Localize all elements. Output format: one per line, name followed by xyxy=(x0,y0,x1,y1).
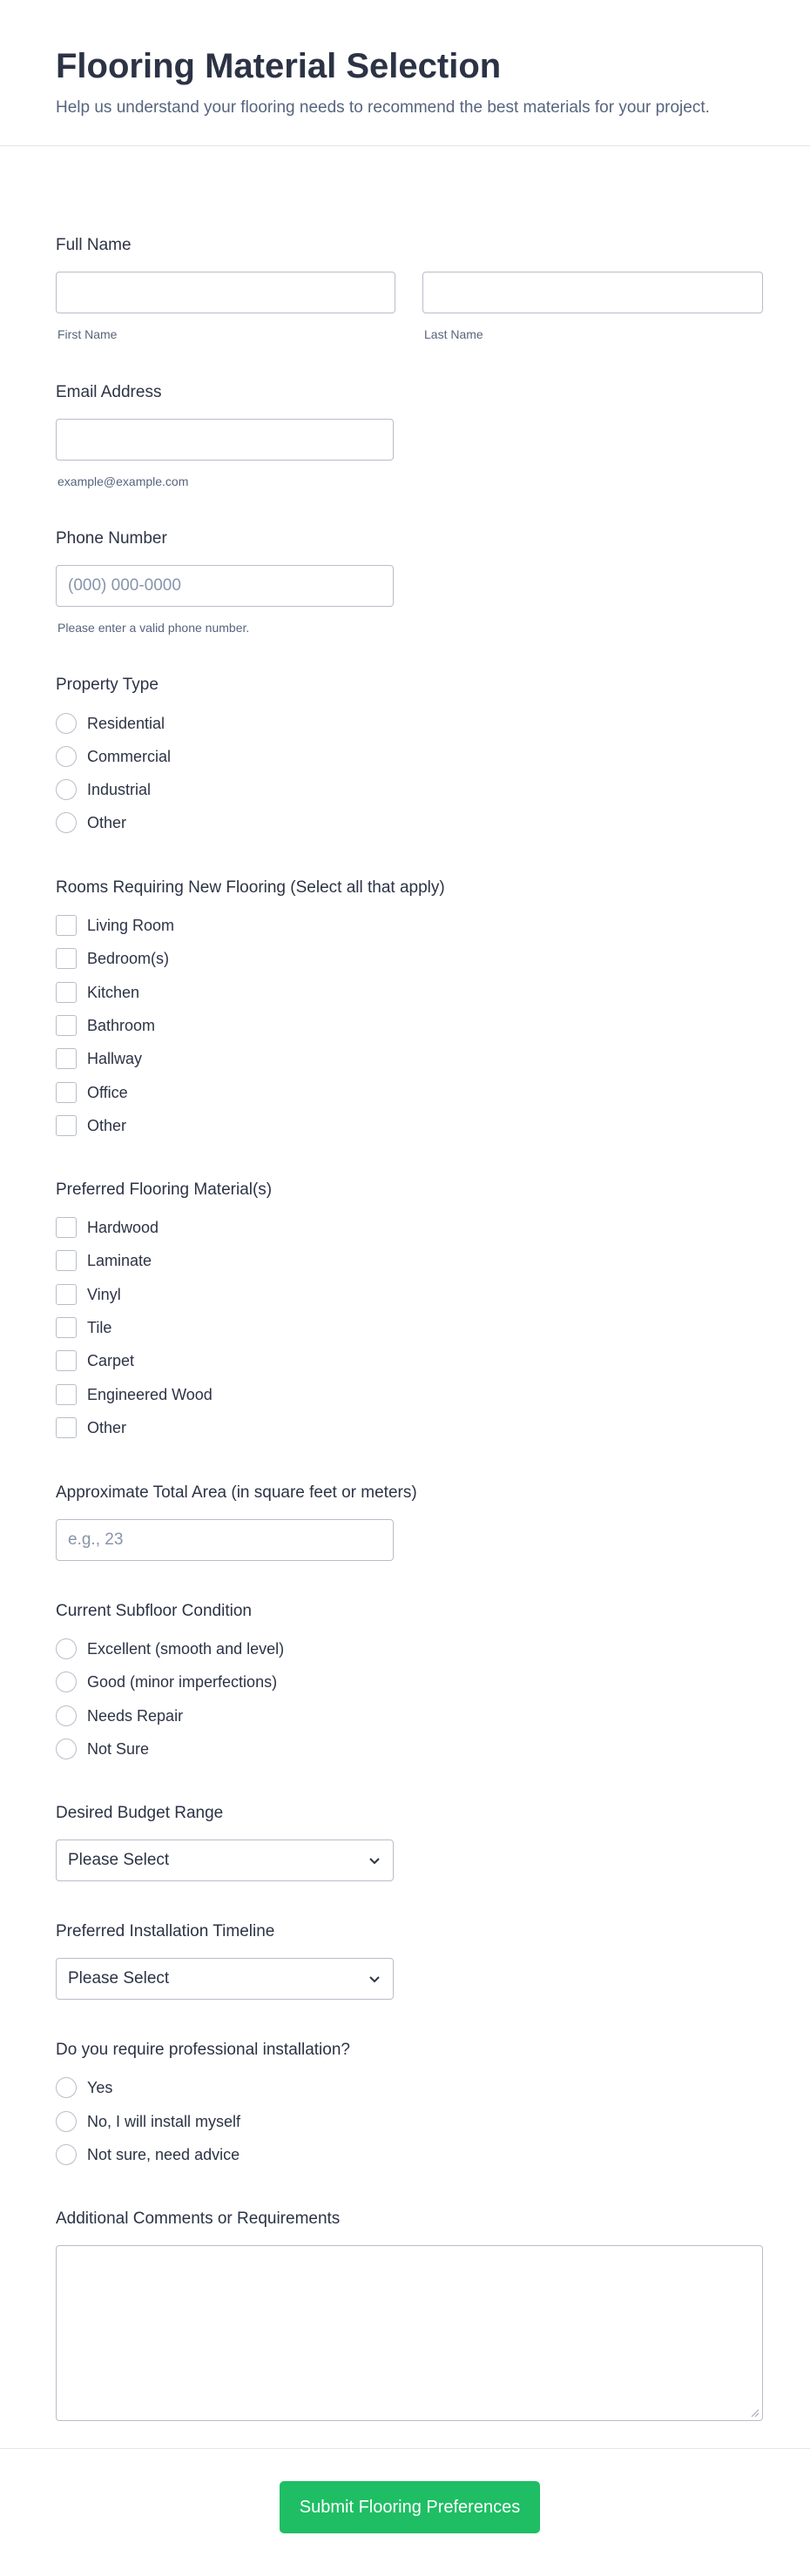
option-label: Yes xyxy=(87,2078,113,2096)
subfloor-label: Current Subfloor Condition xyxy=(56,1602,252,1620)
option-label: Commercial xyxy=(87,747,172,765)
option-label: Laminate xyxy=(87,1251,152,1269)
rooms-label: Rooms Requiring New Flooring (Select all that apply) xyxy=(56,878,445,897)
phone-hint: Please enter a valid phone number. xyxy=(57,621,250,635)
option-label: Not Sure xyxy=(87,1739,150,1758)
last-name-input[interactable] xyxy=(422,272,763,313)
budget-select[interactable] xyxy=(56,1840,394,1881)
installation-option[interactable] xyxy=(56,2110,240,2133)
subfloor-option[interactable] xyxy=(56,1638,284,1660)
last-name-hint: Last Name xyxy=(424,327,483,341)
property-type-option[interactable] xyxy=(56,778,151,801)
option-label: Excellent (smooth and level) xyxy=(87,1639,285,1658)
checkbox[interactable] xyxy=(56,1217,77,1238)
radio-button[interactable] xyxy=(56,2144,77,2165)
timeline-select[interactable] xyxy=(56,1958,394,2000)
property-type-option[interactable] xyxy=(56,745,171,768)
area-input[interactable] xyxy=(56,1519,394,1561)
option-label: Vinyl xyxy=(87,1285,121,1303)
phone-input[interactable] xyxy=(56,565,394,607)
chevron-down-icon xyxy=(367,1853,382,1868)
first-name-input[interactable] xyxy=(56,272,395,313)
option-label: Hallway xyxy=(87,1049,143,1067)
materials-option[interactable] xyxy=(56,1349,134,1372)
radio-button[interactable] xyxy=(56,812,77,833)
checkbox[interactable] xyxy=(56,1115,77,1136)
form-footer xyxy=(0,2448,810,2576)
page-subtitle: Help us understand your flooring needs to recommend the best materials for your project. xyxy=(56,98,710,117)
radio-button[interactable] xyxy=(56,713,77,734)
checkbox[interactable] xyxy=(56,1384,77,1405)
rooms-option[interactable] xyxy=(56,947,169,970)
rooms-option[interactable] xyxy=(56,1081,128,1104)
option-label: Bedroom(s) xyxy=(87,949,170,967)
option-label: Tile xyxy=(87,1318,112,1336)
materials-option[interactable] xyxy=(56,1249,152,1272)
budget-label: Desired Budget Range xyxy=(56,1804,224,1822)
checkbox[interactable] xyxy=(56,1317,77,1338)
option-label: Good (minor imperfections) xyxy=(87,1672,278,1691)
rooms-option[interactable] xyxy=(56,914,174,937)
email-input[interactable] xyxy=(56,419,394,461)
option-label: Residential xyxy=(87,714,165,732)
checkbox[interactable] xyxy=(56,1284,77,1305)
phone-label: Phone Number xyxy=(56,529,167,548)
email-label: Email Address xyxy=(56,383,162,401)
checkbox[interactable] xyxy=(56,1015,77,1036)
subfloor-option[interactable] xyxy=(56,1738,149,1760)
rooms-option[interactable] xyxy=(56,981,139,1004)
checkbox[interactable] xyxy=(56,1417,77,1438)
property-type-option[interactable] xyxy=(56,811,126,834)
checkbox[interactable] xyxy=(56,1082,77,1103)
option-label: Office xyxy=(87,1083,128,1101)
radio-button[interactable] xyxy=(56,1705,77,1726)
radio-button[interactable] xyxy=(56,2111,77,2132)
materials-option[interactable] xyxy=(56,1283,121,1306)
subfloor-option[interactable] xyxy=(56,1705,183,1727)
chevron-down-icon xyxy=(367,1971,382,1987)
email-hint: example@example.com xyxy=(57,474,189,488)
checkbox[interactable] xyxy=(56,915,77,936)
page-title: Flooring Material Selection xyxy=(56,47,502,85)
rooms-option[interactable] xyxy=(56,1047,142,1070)
submit-button[interactable]: Submit Flooring Preferences xyxy=(280,2481,540,2533)
checkbox[interactable] xyxy=(56,1350,77,1371)
checkbox[interactable] xyxy=(56,1048,77,1069)
option-label: Engineered Wood xyxy=(87,1385,213,1403)
comments-label: Additional Comments or Requirements xyxy=(56,2209,341,2228)
option-label: Needs Repair xyxy=(87,1706,184,1725)
option-label: Hardwood xyxy=(87,1218,159,1236)
form-header xyxy=(0,0,810,146)
radio-button[interactable] xyxy=(56,746,77,767)
radio-button[interactable] xyxy=(56,1638,77,1659)
option-label: Not sure, need advice xyxy=(87,2145,240,2163)
checkbox[interactable] xyxy=(56,948,77,969)
timeline-label: Preferred Installation Timeline xyxy=(56,1922,275,1940)
property-type-option[interactable] xyxy=(56,712,165,735)
full-name-label: Full Name xyxy=(56,236,132,254)
radio-button[interactable] xyxy=(56,1739,77,1759)
checkbox[interactable] xyxy=(56,982,77,1003)
radio-button[interactable] xyxy=(56,779,77,800)
materials-option[interactable] xyxy=(56,1316,111,1339)
radio-button[interactable] xyxy=(56,2077,77,2098)
resize-handle-icon[interactable] xyxy=(751,2409,759,2418)
materials-option[interactable] xyxy=(56,1416,126,1439)
rooms-option[interactable] xyxy=(56,1114,126,1137)
option-label: Carpet xyxy=(87,1351,135,1369)
installation-option[interactable] xyxy=(56,2076,112,2099)
materials-option[interactable] xyxy=(56,1216,159,1239)
property-type-label: Property Type xyxy=(56,676,159,694)
checkbox[interactable] xyxy=(56,1250,77,1271)
option-label: Bathroom xyxy=(87,1016,156,1034)
installation-label: Do you require professional installation? xyxy=(56,2041,350,2059)
subfloor-option[interactable] xyxy=(56,1671,277,1693)
budget-selected-value: Please Select xyxy=(68,1851,170,1869)
comments-textarea[interactable] xyxy=(56,2245,763,2421)
installation-option[interactable] xyxy=(56,2143,240,2166)
timeline-selected-value: Please Select xyxy=(68,1969,170,1987)
option-label: No, I will install myself xyxy=(87,2112,241,2130)
area-label: Approximate Total Area (in square feet or meters) xyxy=(56,1483,417,1502)
option-label: Kitchen xyxy=(87,983,140,1001)
option-label: Other xyxy=(87,1418,127,1436)
option-label: Living Room xyxy=(87,916,175,934)
option-label: Other xyxy=(87,1116,127,1134)
first-name-hint: First Name xyxy=(57,327,118,341)
rooms-option[interactable] xyxy=(56,1014,155,1037)
option-label: Industrial xyxy=(87,780,152,798)
materials-label: Preferred Flooring Material(s) xyxy=(56,1180,273,1199)
option-label: Other xyxy=(87,813,127,831)
radio-button[interactable] xyxy=(56,1671,77,1692)
materials-option[interactable] xyxy=(56,1383,213,1406)
